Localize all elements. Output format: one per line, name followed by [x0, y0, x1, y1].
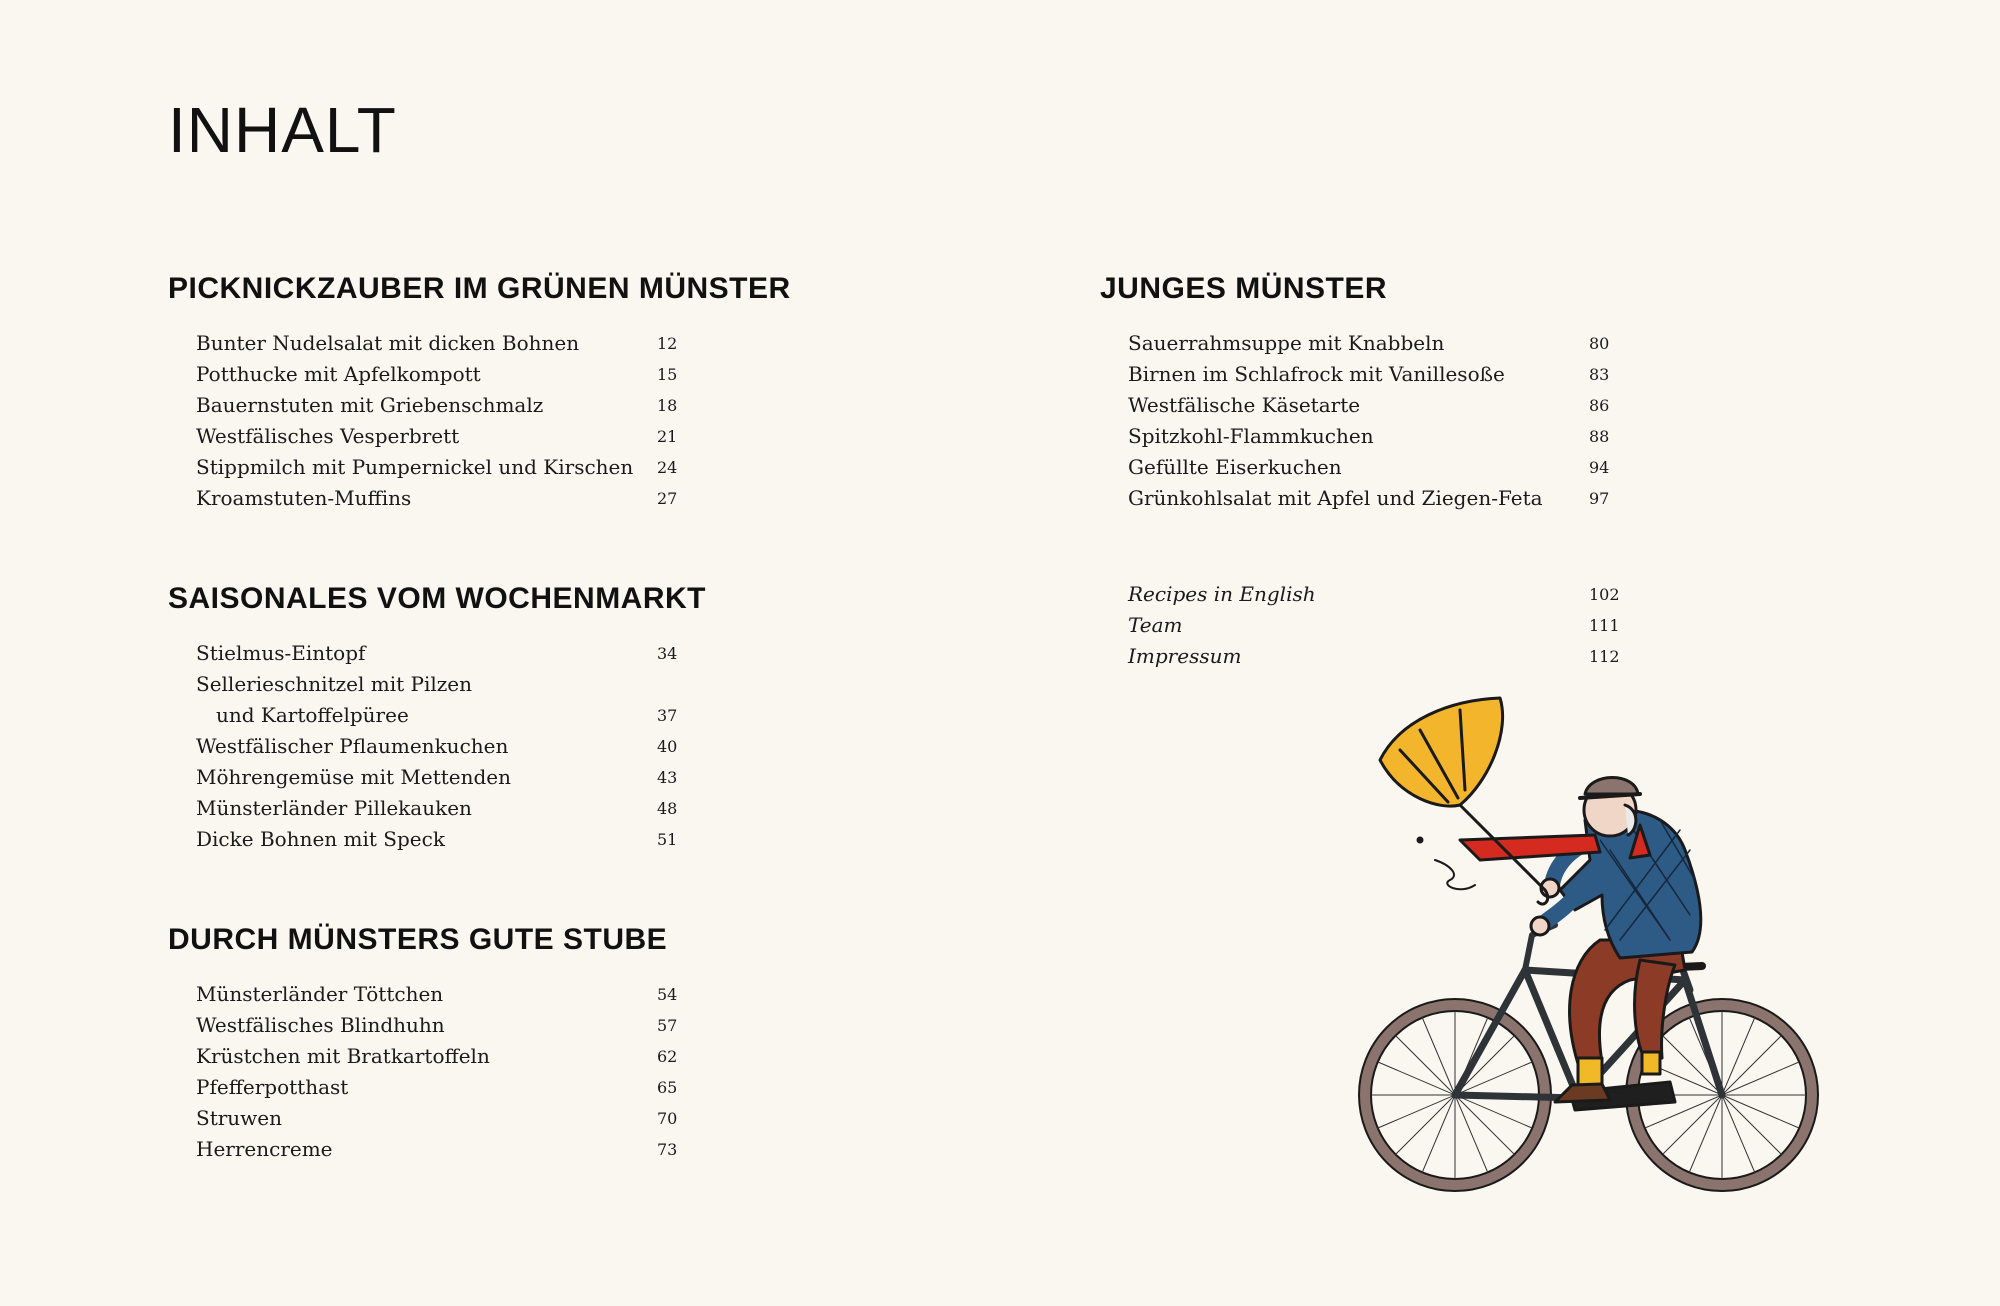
toc-entry-label: Pfefferpotthast: [196, 1075, 349, 1099]
toc-entry-label: Bunter Nudelsalat mit dicken Bohnen: [196, 331, 580, 355]
toc-entry-continuation: [168, 700, 808, 731]
toc-entry-page: 21: [657, 427, 678, 446]
toc-entry-label: Sellerieschnitzel mit Pilzen: [196, 672, 473, 696]
toc-entry-label: Kroamstuten-Muffins: [196, 486, 412, 510]
toc-entry-page: 27: [657, 489, 678, 508]
toc-entry-page: 111: [1589, 616, 1620, 635]
toc-entry-page: 94: [1589, 458, 1610, 477]
toc-entry: [168, 793, 808, 824]
toc-entry: [1100, 452, 1740, 483]
toc-entry-page: 83: [1589, 365, 1610, 384]
toc-entry-label: Potthucke mit Apfelkompott: [196, 362, 481, 386]
toc-entry-page: 62: [657, 1047, 678, 1066]
toc-entry: [168, 638, 808, 669]
toc-entry-page: 37: [657, 706, 678, 725]
toc-entry-page: 40: [657, 737, 678, 756]
toc-entry-page: 86: [1589, 396, 1610, 415]
section-junges-muenster: [1100, 268, 1740, 514]
page-title: INHALT: [168, 94, 397, 166]
toc-entry-page: 70: [657, 1109, 678, 1128]
toc-entry-label: Westfälischer Pflaumenkuchen: [196, 734, 509, 758]
toc-entry-page: 73: [657, 1140, 678, 1159]
toc-entry-label: Gefüllte Eiserkuchen: [1128, 455, 1342, 479]
section-picknickzauber: [168, 268, 808, 514]
toc-entry: [168, 1103, 808, 1134]
toc-entry: [168, 731, 808, 762]
toc-entry: [1100, 328, 1740, 359]
toc-entry-page: 65: [657, 1078, 678, 1097]
toc-entry: [168, 452, 808, 483]
toc-entry-label: Struwen: [196, 1106, 283, 1130]
toc-entry-page: 80: [1589, 334, 1610, 353]
toc-entry: [1100, 483, 1740, 514]
toc-entry: [168, 421, 808, 452]
toc-entry-page: 12: [657, 334, 678, 353]
toc-entry-label: Team: [1128, 613, 1183, 637]
toc-entry-label: Krüstchen mit Bratkartoffeln: [196, 1044, 490, 1068]
toc-entry-label: Herrencreme: [196, 1137, 333, 1161]
toc-entry-page: 102: [1589, 585, 1620, 604]
toc-entry: [168, 483, 808, 514]
cyclist-illustration: [1340, 690, 1860, 1210]
toc-entry: [168, 1010, 808, 1041]
section-title: JUNGES MÜNSTER: [1100, 272, 1388, 305]
toc-entry-label: Sauerrahmsuppe mit Knabbeln: [1128, 331, 1445, 355]
toc-entry-page: 57: [657, 1016, 678, 1035]
toc-entry-label: Birnen im Schlafrock mit Vanillesoße: [1128, 362, 1505, 386]
toc-entry: [1100, 421, 1740, 452]
toc-entry: [1100, 359, 1740, 390]
toc-entry-page: 15: [657, 365, 678, 384]
toc-entry: [168, 979, 808, 1010]
toc-entry: [168, 762, 808, 793]
toc-entry: [168, 390, 808, 421]
toc-entry-label: Möhrengemüse mit Mettenden: [196, 765, 511, 789]
toc-entry-label: Münsterländer Töttchen: [196, 982, 444, 1006]
toc-entry: [168, 359, 808, 390]
toc-entry-page: 112: [1589, 647, 1620, 666]
toc-entry-label: Spitzkohl-Flammkuchen: [1128, 424, 1374, 448]
toc-entry-label: Westfälische Käsetarte: [1128, 393, 1361, 417]
toc-entry-page: 97: [1589, 489, 1610, 508]
toc-entry: [168, 1134, 808, 1165]
section-gute-stube: [168, 919, 808, 1165]
toc-entry-label: und Kartoffelpüree: [216, 703, 409, 727]
toc-entry-page: 34: [657, 644, 678, 663]
toc-entry-label: Recipes in English: [1128, 582, 1316, 606]
toc-entry: [1100, 641, 1740, 672]
toc-entry: [168, 824, 808, 855]
toc-entry-label: Dicke Bohnen mit Speck: [196, 827, 445, 851]
toc-entry-label: Stielmus-Eintopf: [196, 641, 366, 665]
toc-entry-label: Westfälisches Vesperbrett: [196, 424, 460, 448]
toc-entry-page: 24: [657, 458, 678, 477]
toc-entry: [168, 1072, 808, 1103]
toc-entry: [1100, 390, 1740, 421]
toc-entry-label: Münsterländer Pillekauken: [196, 796, 472, 820]
toc-entry-page: 43: [657, 768, 678, 787]
toc-entry-page: 54: [657, 985, 678, 1004]
toc-entry-label: Impressum: [1128, 644, 1242, 668]
section-extras: [1100, 579, 1740, 672]
toc-entry: [1100, 579, 1740, 610]
toc-entry-page: 48: [657, 799, 678, 818]
toc-entry: [168, 669, 808, 700]
toc-entry-page: 88: [1589, 427, 1610, 446]
toc-entry: [168, 328, 808, 359]
toc-entry-page: 18: [657, 396, 678, 415]
section-title: DURCH MÜNSTERS GUTE STUBE: [168, 923, 668, 956]
toc-entry-page: 51: [657, 830, 678, 849]
toc-entry-label: Stippmilch mit Pumpernickel und Kirschen: [196, 455, 634, 479]
section-saisonales: [168, 578, 808, 855]
toc-entry: [168, 1041, 808, 1072]
toc-entry: [1100, 610, 1740, 641]
section-title: PICKNICKZAUBER IM GRÜNEN MÜNSTER: [168, 272, 791, 305]
toc-entry-label: Grünkohlsalat mit Apfel und Ziegen-Feta: [1128, 486, 1543, 510]
toc-entry-label: Bauernstuten mit Griebenschmalz: [196, 393, 544, 417]
toc-entry-label: Westfälisches Blindhuhn: [196, 1013, 445, 1037]
section-title: SAISONALES VOM WOCHENMARKT: [168, 582, 706, 615]
